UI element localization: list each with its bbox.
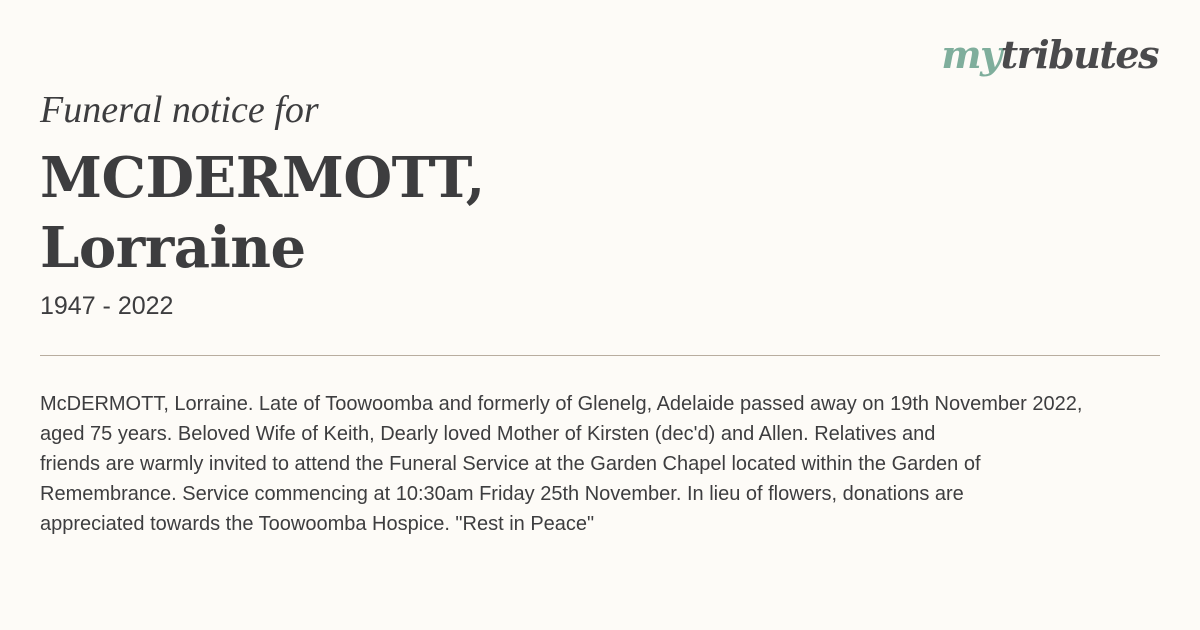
notice-line: McDERMOTT, Lorraine. Late of Toowoomba and formerly of Glenelg, Adelaide passed away on 19th November 2022, bbox=[40, 393, 1083, 415]
notice-text bbox=[40, 389, 1190, 539]
notice-line: Remembrance. Service commencing at 10:30am Friday 25th November. In lieu of flowers, donations are bbox=[40, 483, 964, 505]
logo-tributes: tributes bbox=[1000, 32, 1158, 77]
notice-line: aged 75 years. Beloved Wife of Keith, Dearly loved Mother of Kirsten (dec'd) and Allen. Relatives and bbox=[40, 423, 936, 445]
divider bbox=[40, 355, 1160, 356]
deceased-given-name: Lorraine bbox=[40, 215, 306, 281]
deceased-name bbox=[40, 143, 485, 283]
notice-line: appreciated towards the Toowoomba Hospice. "Rest in Peace" bbox=[40, 513, 595, 535]
deceased-surname: MCDERMOTT, bbox=[40, 145, 485, 211]
notice-pretitle: Funeral notice for bbox=[40, 89, 319, 131]
logo-my: my bbox=[941, 32, 1001, 77]
life-years: 1947 - 2022 bbox=[40, 292, 174, 320]
notice-line: friends are warmly invited to attend the Funeral Service at the Garden Chapel located within the Garden of bbox=[40, 453, 981, 475]
mytributes-logo[interactable] bbox=[941, 32, 1158, 77]
